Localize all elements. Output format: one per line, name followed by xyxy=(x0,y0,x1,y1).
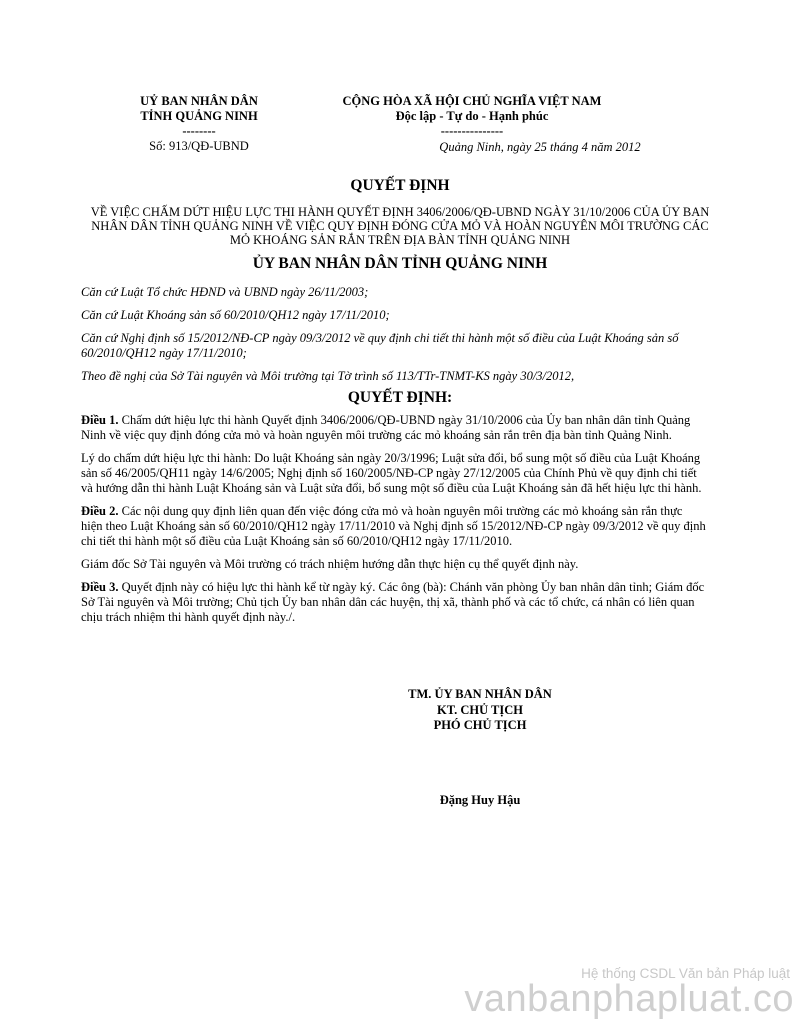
authority-heading: ỦY BAN NHÂN DÂN TỈNH QUẢNG NINH xyxy=(252,255,548,272)
signature-line-1: TM. ỦY BAN NHÂN DÂN xyxy=(408,687,552,701)
article-2-text: Các nội dung quy định liên quan đến việc đóng cửa mỏ và hoàn nguyên môi trường các mỏ khoáng sản rắn thực hiện theo Luật Khoáng sản số 60/2010/QH12 ngày 17/11/2010 và Nghị định số 15/2012/NĐ-CP ngày 09/3/2012 về quy định chi tiết thi hành một số điều của Luật Khoáng sản số 60/2010/QH12 ngày 17/11/2010. xyxy=(81,504,706,548)
document-title: QUYẾT ĐỊNH xyxy=(350,177,450,194)
document-number: Số: 913/QĐ-UBND xyxy=(149,139,249,153)
article-3-text: Quyết định này có hiệu lực thi hành kể từ ngày ký. Các ông (bà): Chánh văn phòng Ủy ban nhân dân tỉnh; Giám đốc Sở Tài nguyên và Môi trường; Chủ tịch Ủy ban nhân dân các huyện, thị xã, thành phố và các tổ chức, cá nhân có liên quan chịu trách nhiệm thi hành quyết định này./. xyxy=(81,580,705,624)
country-name: CỘNG HÒA XÃ HỘI CHỦ NGHĨA VIỆT NAM xyxy=(342,94,602,108)
article-1-text: Chấm dứt hiệu lực thi hành Quyết định 3406/2006/QĐ-UBND ngày 31/10/2006 của Ủy ban nhân dân tỉnh Quảng Ninh về việc quy định đóng cửa mỏ và hoàn nguyên môi trường các mỏ khoáng sản rắn trên địa bàn tỉnh Quảng Ninh. xyxy=(81,413,691,442)
org-name-line2: TỈNH QUẢNG NINH xyxy=(140,109,258,123)
national-motto: Độc lập - Tự do - Hạnh phúc xyxy=(395,109,549,123)
legal-basis-1: Căn cứ Luật Tổ chức HĐND và UBND ngày 26/11/2003; xyxy=(81,285,369,299)
place-date: Quảng Ninh, ngày 25 tháng 4 năm 2012 xyxy=(439,140,641,154)
motto-separator: --------------- xyxy=(440,124,504,138)
watermark-url: vanbanphapluat.co xyxy=(464,978,794,1020)
issuing-authority-block xyxy=(104,94,294,154)
legal-basis-3: Căn cứ Nghị định số 15/2012/NĐ-CP ngày 09/3/2012 về quy định chi tiết thi hành một số điều của Luật Khoáng sản số 60/2010/QH12 ngày 17/11/2010; xyxy=(81,331,679,360)
national-header-block xyxy=(312,94,632,139)
org-name-line1: UỶ BAN NHÂN DÂN xyxy=(140,94,258,108)
signer-name: Đặng Huy Hậu xyxy=(439,793,521,807)
org-separator: -------- xyxy=(182,124,216,138)
signature-line-2: KT. CHỦ TỊCH xyxy=(436,702,523,717)
article-2-extra: Giám đốc Sở Tài nguyên và Môi trường có trách nhiệm hướng dẫn thực hiện cụ thể quyết định này. xyxy=(81,557,579,571)
legal-basis-2: Căn cứ Luật Khoáng sản số 60/2010/QH12 ngày 17/11/2010; xyxy=(81,308,390,322)
article-1-label: Điều 1. xyxy=(81,413,119,427)
article-2 xyxy=(81,504,706,549)
watermark-caption: Hệ thống CSDL Văn bản Pháp luật xyxy=(581,966,790,981)
article-1-reason: Lý do chấm dứt hiệu lực thi hành: Do luật Khoáng sản ngày 20/3/1996; Luật sửa đổi, bổ sung một số điều của Luật Khoáng sản số 46/2005/QH11 ngày 14/6/2005; Nghị định số 160/2005/NĐ-CP ngày 27/12/2005 của Chính Phủ về quy định chi tiết và hướng dẫn thi hành Luật Khoáng sản và Luật sửa đổi, bổ sung một số điều của Luật Khoáng sản đã hết hiệu lực thi hành. xyxy=(81,451,702,495)
articles xyxy=(81,413,706,633)
document-subject: VỀ VIỆC CHẤM DỨT HIỆU LỰC THI HÀNH QUYẾT ĐỊNH 3406/2006/QĐ-UBND NGÀY 31/10/2006 CỦA ỦY BAN NHÂN DÂN TỈNH QUẢNG NINH VỀ VIỆC QUY ĐỊNH ĐÓNG CỬA MỎ VÀ HOÀN NGUYÊN MÔI TRƯỜNG CÁC MỎ KHOÁNG SẢN RẮN TRÊN ĐỊA BÀN TỈNH QUẢNG NINH xyxy=(90,205,710,247)
signature-block xyxy=(380,687,580,734)
legal-bases xyxy=(81,285,706,392)
article-3-label: Điều 3. xyxy=(81,580,119,594)
decision-heading: QUYẾT ĐỊNH: xyxy=(347,389,453,406)
article-2-label: Điều 2. xyxy=(81,504,119,518)
article-1 xyxy=(81,413,706,443)
article-3 xyxy=(81,580,706,625)
signature-line-3: PHÓ CHỦ TỊCH xyxy=(433,718,527,732)
legal-basis-4: Theo đề nghị của Sở Tài nguyên và Môi trường tại Tờ trình số 113/TTr-TNMT-KS ngày 30/3/2012, xyxy=(81,369,575,383)
